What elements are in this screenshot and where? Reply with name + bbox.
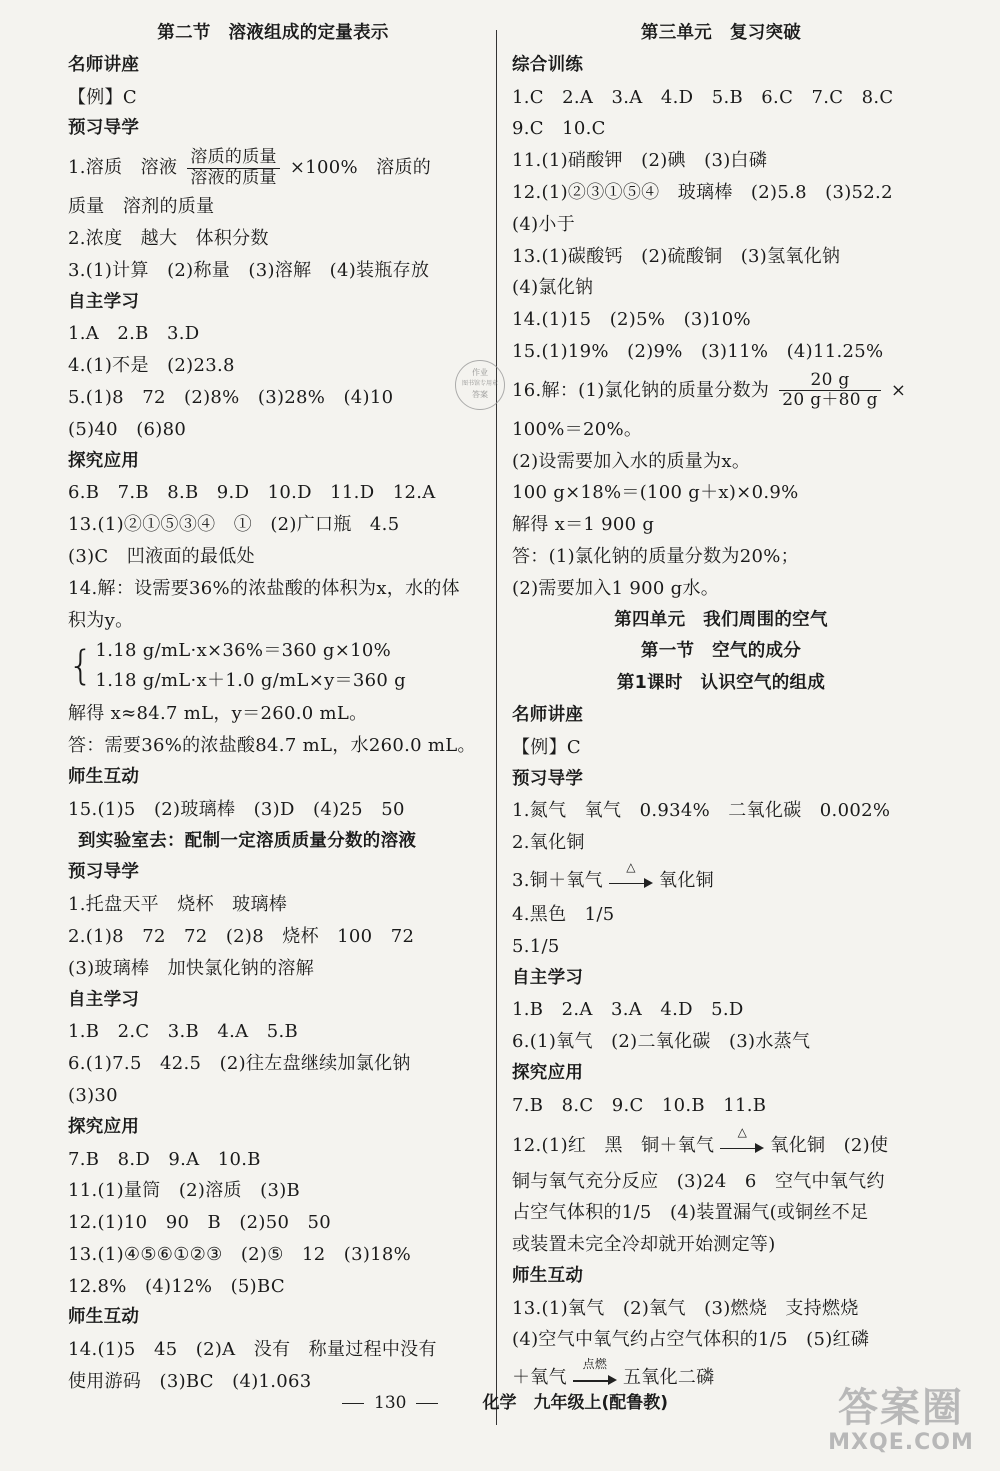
- answer-line: (3)30: [68, 1084, 118, 1106]
- watermark-url: MXQE.COM: [828, 1430, 974, 1455]
- answer-line: 15.(1)5 (2)玻璃棒 (3)D (4)25 50: [68, 798, 405, 820]
- subject-label: 化学 九年级上(配鲁教): [482, 1393, 668, 1413]
- answer-line: 6.(1)氧气 (2)二氧化碳 (3)水蒸气: [512, 1031, 811, 1053]
- answer-line: 14.(1)15 (2)5% (3)10%: [512, 309, 751, 331]
- subsection-heading: 探究应用: [68, 450, 140, 471]
- equation-text: 五氧化二磷: [622, 1367, 715, 1389]
- reaction-arrow-icon: [609, 859, 653, 890]
- answer-line: 13.(1)②①⑤③④ ① (2)广口瓶 4.5: [68, 514, 400, 536]
- answer-line: 100 g×18%＝(100 g＋x)×0.9%: [512, 482, 799, 504]
- lesson-heading: 第1课时 认识空气的组成: [616, 673, 826, 694]
- subsection-heading: 师生互动: [512, 1265, 584, 1286]
- answer-line: 12.(1)②③①⑤④ 玻璃棒 (2)5.8 (3)52.2: [512, 181, 893, 203]
- subsection-heading: 预习导学: [68, 862, 140, 883]
- answer-line: (4)空气中氧气约占空气体积的1/5 (5)红磷: [512, 1329, 870, 1351]
- answer-line: (3)C 凹液面的最低处: [68, 545, 255, 567]
- subsection-heading: 自主学习: [68, 291, 140, 312]
- fraction: [779, 371, 881, 411]
- fraction-numerator: 20 g: [779, 371, 881, 392]
- fraction-numerator: 溶质的质量: [187, 148, 280, 169]
- answer-line-with-fraction: [68, 145, 478, 191]
- answer-line: 11.(1)量筒 (2)溶质 (3)B: [68, 1180, 301, 1202]
- answer-line: 或装置未完全冷却就开始测定等): [512, 1234, 776, 1256]
- subsection-heading: 自主学习: [512, 967, 584, 988]
- section-heading: 第一节 空气的成分: [640, 641, 802, 662]
- answer-line: 6.B 7.B 8.B 9.D 10.D 11.D 12.A: [68, 482, 436, 504]
- answer-line: 6.(1)7.5 42.5 (2)往左盘继续加氯化钠: [68, 1053, 411, 1075]
- brace: {: [68, 643, 94, 690]
- watermark-logo-text: 答案圈: [838, 1385, 964, 1431]
- subsection-heading: 综合训练: [512, 54, 584, 75]
- answer-line: (3)玻璃棒 加快氯化钠的溶解: [68, 957, 314, 979]
- answer-line: 14.解：设需要36%的浓盐酸的体积为x，水的体: [68, 577, 460, 599]
- fraction: [187, 148, 280, 188]
- answer-line: 11.(1)硝酸钾 (2)碘 (3)白磷: [512, 150, 768, 172]
- answer-line: 1.托盘天平 烧杯 玻璃棒: [68, 894, 288, 916]
- answer-line: 2.(1)8 72 72 (2)8 烧杯 100 72: [68, 925, 415, 947]
- answer-line: 1.C 2.A 3.A 4.D 5.B 6.C 7.C 8.C: [512, 86, 894, 108]
- answer-line: 占空气体积的1/5 (4)装置漏气(或铜丝不足: [512, 1202, 869, 1224]
- answer-line: (5)40 (6)80: [68, 418, 187, 440]
- answer-line: 5.(1)8 72 (2)8% (3)28% (4)10: [68, 386, 394, 408]
- answer-line: 1.B 2.A 3.A 4.D 5.D: [512, 999, 744, 1021]
- answer-line-with-fraction: [512, 368, 930, 414]
- column-divider: [496, 30, 497, 1425]
- fraction-denominator: 溶液的质量: [190, 167, 277, 188]
- answer-line: 13.(1)氧气 (2)氧气 (3)燃烧 支持燃烧: [512, 1297, 859, 1319]
- answer-line: 12.(1)10 90 B (2)50 50: [68, 1212, 332, 1234]
- equation-line: 1.18 g/mL·x＋1.0 g/mL×y＝360 g: [95, 670, 406, 692]
- subsection-heading: 自主学习: [68, 989, 140, 1010]
- answer-line: (2)需要加入1 900 g水。: [512, 577, 720, 599]
- subsection-heading: 探究应用: [68, 1116, 140, 1137]
- answer-line: 15.(1)19% (2)9% (3)11% (4)11.25%: [512, 340, 884, 362]
- answer-line: 质量 溶剂的质量: [68, 196, 215, 218]
- reaction-arrow-icon: [573, 1357, 617, 1387]
- page-number: 130: [374, 1393, 407, 1413]
- answer-line: 3.(1)计算 (2)称量 (3)溶解 (4)装瓶存放: [68, 259, 430, 281]
- answer-text: 1.溶质 溶液: [68, 157, 178, 179]
- answer-line: 2.氧化铜: [512, 832, 585, 854]
- answer-text: 16.解：(1)氯化钠的质量分数为: [512, 379, 770, 401]
- answer-line: 答：(1)氯化钠的质量分数为20%；: [512, 545, 799, 567]
- answer-line: 7.B 8.C 9.C 10.B 11.B: [512, 1094, 767, 1116]
- reaction-condition: △: [626, 859, 636, 874]
- equation-system: [68, 636, 478, 698]
- answer-line: 积为y。: [68, 609, 134, 631]
- answer-line: 100%＝20%。: [512, 418, 643, 440]
- subsection-heading: 师生互动: [68, 766, 140, 787]
- equation-line: [512, 859, 930, 899]
- answer-line: 答：需要36%的浓盐酸84.7 mL，水260.0 mL。: [68, 735, 476, 757]
- subsection-heading: 探究应用: [512, 1062, 584, 1083]
- subsection-heading: 名师讲座: [512, 704, 584, 725]
- section-heading: 到实验室去：配制一定溶质质量分数的溶液: [78, 830, 417, 851]
- answer-line: 4.黑色 1/5: [512, 903, 615, 925]
- equation-text: 12.(1)红 黑 铜＋氧气: [512, 1134, 715, 1156]
- subsection-heading: 预习导学: [68, 118, 140, 139]
- answer-line: 12.8% (4)12% (5)BC: [68, 1275, 285, 1297]
- equation-text: 氧化铜 (2)使: [770, 1134, 889, 1156]
- subsection-heading: 师生互动: [68, 1307, 140, 1328]
- answer-line: 铜与氧气充分反应 (3)24 6 空气中氧气约: [512, 1170, 885, 1192]
- reaction-condition: 点燃: [582, 1357, 608, 1372]
- footer-dash: [342, 1403, 364, 1404]
- answer-line: (4)氯化钠: [512, 277, 594, 299]
- answer-line: 1.A 2.B 3.D: [68, 323, 200, 345]
- answer-line: 5.1/5: [512, 935, 560, 957]
- answer-line: 2.浓度 越大 体积分数: [68, 227, 269, 249]
- answer-line: 【例】C: [512, 736, 581, 758]
- answer-text: ×: [890, 379, 907, 401]
- equation-text: ＋氧气: [512, 1367, 567, 1389]
- answer-line: 使用游码 (3)BC (4)1.063: [68, 1371, 312, 1393]
- right-column: [512, 18, 930, 1394]
- subsection-heading: 预习导学: [512, 768, 584, 789]
- equation-line: [512, 1122, 930, 1166]
- library-stamp: 作业 图书馆专用章 答案: [455, 360, 505, 410]
- reaction-arrow-icon: [720, 1124, 764, 1155]
- answer-line: 解得 x＝1 900 g: [512, 514, 655, 536]
- answer-line: (4)小于: [512, 213, 575, 235]
- unit-heading: 第四单元 我们周围的空气: [614, 609, 828, 630]
- section-heading: 第二节 溶液组成的定量表示: [157, 23, 389, 43]
- section-heading: 第三单元 复习突破: [640, 23, 802, 43]
- site-watermark: [816, 1385, 986, 1455]
- answer-line: 解得 x≈84.7 mL，y＝260.0 mL。: [68, 703, 368, 725]
- answer-line: 14.(1)5 45 (2)A 没有 称量过程中没有: [68, 1339, 437, 1361]
- reaction-condition: △: [737, 1124, 748, 1139]
- equation-line: 1.18 g/mL·x×36%＝360 g×10%: [95, 640, 392, 662]
- left-column: [68, 18, 478, 1398]
- answer-line: 13.(1)④⑤⑥①②③ (2)⑤ 12 (3)18%: [68, 1243, 412, 1265]
- footer-dash: [416, 1403, 438, 1404]
- answer-line: 9.C 10.C: [512, 118, 606, 140]
- answer-line: 13.(1)碳酸钙 (2)硫酸铜 (3)氢氧化钠: [512, 245, 841, 267]
- subsection-heading: 名师讲座: [68, 54, 140, 75]
- fraction-denominator: 20 g＋80 g: [782, 390, 878, 411]
- answer-line: 【例】C: [68, 86, 137, 108]
- equation-text: 氧化铜: [659, 869, 714, 891]
- equation-text: 3.铜＋氧气: [512, 869, 603, 891]
- answer-line: 7.B 8.D 9.A 10.B: [68, 1148, 261, 1170]
- answer-line: 4.(1)不是 (2)23.8: [68, 355, 235, 377]
- answer-line: 1.氮气 氧气 0.934% 二氧化碳 0.002%: [512, 800, 891, 822]
- answer-line: 1.B 2.C 3.B 4.A 5.B: [68, 1021, 299, 1043]
- answer-text: ×100% 溶质的: [289, 157, 432, 179]
- answer-line: (2)设需要加入水的质量为x。: [512, 450, 751, 472]
